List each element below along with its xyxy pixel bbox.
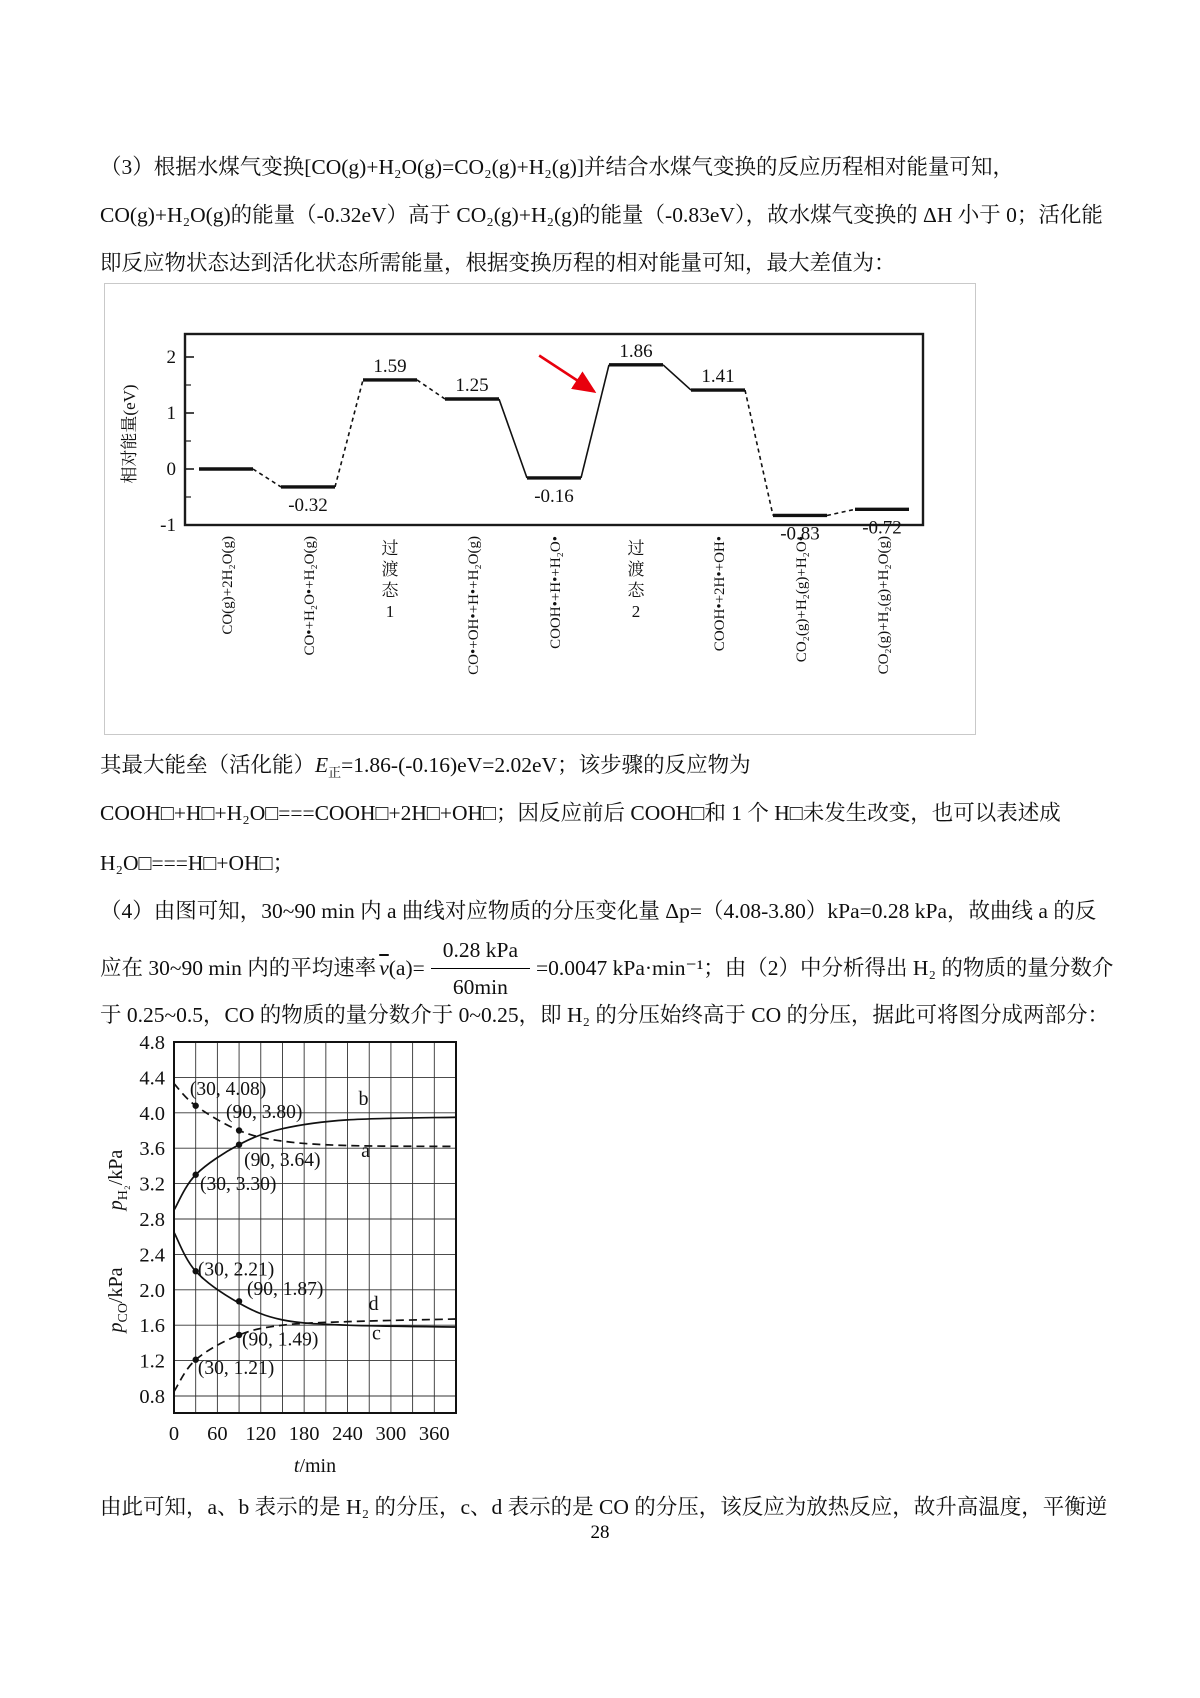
svg-text:(90, 1.49): (90, 1.49) (241, 1329, 319, 1351)
svg-text:-0.16: -0.16 (534, 485, 574, 507)
svg-text:(90, 3.80): (90, 3.80) (226, 1102, 303, 1124)
svg-text:0.8: 0.8 (139, 1386, 165, 1408)
rate-args: (a)= (388, 956, 425, 980)
x-axis-title: t/min (293, 1455, 337, 1477)
paragraph-4-line-1: （4）由图可知，30~90 min 内 a 曲线对应物质的分压变化量 Δp=（4.08-3.80）kPa=0.28 kPa，故曲线 a 的反 (100, 899, 1097, 923)
barrier-E-symbol: E (315, 753, 329, 777)
svg-text:1: 1 (166, 403, 176, 424)
svg-text:COOH•+2H•+OH•: COOH•+2H•+OH• (712, 536, 728, 652)
svg-text:-0.72: -0.72 (862, 517, 902, 539)
svg-text:过渡态2: 过渡态 2 (627, 539, 645, 621)
svg-text:-0.32: -0.32 (288, 494, 328, 516)
svg-text:240: 240 (332, 1423, 363, 1445)
fraction (431, 935, 530, 1002)
barrier-prefix: 其最大能垒（活化能） (100, 753, 316, 777)
svg-text:180: 180 (288, 1423, 320, 1445)
svg-text:4.8: 4.8 (139, 1032, 165, 1054)
conclusion-line: 由此可知，a、b 表示的是 H₂ 的分压，c、d 表示的是 CO 的分压，该反应为放热反应，故升高温度，平衡逆 (100, 1495, 1108, 1519)
pressure-time-chart (95, 1028, 495, 1491)
y-axis-title: 相对能量(eV) (120, 384, 139, 484)
equation-line-1: COOH□+H□+H₂O□===COOH□+2H□+OH□；因反应前后 COOH□和 1 个 H□未发生改变，也可以表述成 (100, 801, 1061, 825)
svg-text:4.0: 4.0 (139, 1102, 165, 1125)
y-axis-title-h2: $p_{H_2}$/kPa (105, 1149, 131, 1211)
svg-text:CO•+OH•+H•+H₂O(g): CO•+OH•+H•+H₂O(g) (466, 536, 482, 675)
v-bar-symbol: $\overline{v}$ (379, 956, 389, 980)
svg-text:1.41: 1.41 (701, 366, 735, 388)
svg-text:b: b (358, 1087, 369, 1110)
svg-text:3.6: 3.6 (139, 1138, 165, 1161)
energy-diagram-chart (105, 284, 975, 739)
energy-profile-svg (105, 284, 975, 734)
energy-diagram-figure (104, 283, 976, 735)
rate-suffix: =0.0047 kPa·min⁻¹；由（2）中分析得出 H₂ 的物质的量分数介 (536, 956, 1114, 980)
svg-text:(90, 1.87): (90, 1.87) (247, 1279, 324, 1301)
paragraph-3-line-3: 即反应物状态达到活化状态所需能量，根据变换历程的相对能量可知，最大差值为： (100, 251, 896, 275)
svg-text:c: c (372, 1322, 381, 1345)
svg-text:a: a (361, 1140, 371, 1163)
svg-text:2.4: 2.4 (139, 1244, 165, 1267)
svg-text:CO•+H₂O•+H₂O(g): CO•+H₂O•+H₂O(g) (302, 536, 318, 656)
svg-text:(30, 2.21): (30, 2.21) (197, 1259, 275, 1281)
svg-text:300: 300 (375, 1423, 407, 1445)
svg-text:0: 0 (166, 459, 176, 480)
svg-text:60: 60 (207, 1423, 228, 1445)
paragraph-3-line-1: （3）根据水煤气变换[CO(g)+H₂O(g)=CO₂(g)+H₂(g)]并结合水煤气变换的反应历程相对能量可知， (100, 155, 1015, 179)
svg-text:CO(g)+2H₂O(g): CO(g)+2H₂O(g) (220, 536, 236, 635)
svg-text:2.8: 2.8 (139, 1209, 165, 1231)
equation-line-2: H₂O□===H□+OH□； (100, 851, 295, 875)
y-axis-title-co: $p_{CO}$/kPa (105, 1267, 131, 1333)
svg-text:-0.83: -0.83 (780, 523, 820, 545)
svg-text:1.2: 1.2 (139, 1350, 165, 1373)
barrier-line (100, 750, 1120, 788)
svg-text:过渡态1: 过渡态 1 (381, 539, 399, 621)
red-annotation-arrow (539, 356, 594, 392)
svg-text:360: 360 (418, 1423, 450, 1445)
svg-text:4.4: 4.4 (139, 1067, 165, 1090)
svg-text:2: 2 (166, 347, 176, 368)
svg-text:1.59: 1.59 (373, 355, 407, 377)
fraction-denominator: 60min (452, 974, 508, 999)
svg-text:2.0: 2.0 (139, 1279, 165, 1302)
paragraph-3-line-2: CO(g)+H₂O(g)的能量（-0.32eV）高于 CO₂(g)+H₂(g)的能量（-0.83eV），故水煤气变换的 ΔH 小于 0；活化能 (100, 203, 1103, 227)
svg-text:1.25: 1.25 (455, 375, 489, 396)
paragraph-4-line-3: 于 0.25~0.5，CO 的物质的量分数介于 0~0.25，即 H₂ 的分压始终高于 CO 的分压，据此可将图分成两部分： (100, 1003, 1110, 1027)
svg-text:(90, 3.64): (90, 3.64) (244, 1149, 321, 1171)
svg-text:-1: -1 (160, 515, 176, 536)
svg-text:(30, 4.08): (30, 4.08) (189, 1079, 267, 1101)
rate-prefix: 应在 30~90 min 内的平均速率 (100, 956, 377, 980)
svg-text:CO₂(g)+H₂(g)+H₂O(g): CO₂(g)+H₂(g)+H₂O(g) (876, 536, 892, 675)
barrier-rest: =1.86-(-0.16)eV=2.02eV；该步骤的反应物为 (341, 753, 751, 777)
svg-text:3.2: 3.2 (139, 1173, 165, 1196)
svg-text:1.86: 1.86 (619, 340, 653, 362)
svg-text:1.6: 1.6 (139, 1315, 165, 1338)
svg-text:(30, 1.21): (30, 1.21) (197, 1357, 275, 1379)
page-number: 28 (590, 1522, 610, 1543)
svg-text:COOH•+H•+H₂O•: COOH•+H•+H₂O• (548, 536, 564, 649)
fraction-numerator: 0.28 kPa (431, 935, 530, 969)
barrier-E-subscript: 正 (328, 765, 342, 780)
svg-text:120: 120 (245, 1423, 277, 1445)
svg-text:(30, 3.30): (30, 3.30) (200, 1173, 277, 1195)
pressure-time-figure (95, 1028, 495, 1488)
svg-text:d: d (368, 1293, 379, 1316)
rate-formula-line (100, 933, 1120, 1003)
pressure-time-svg (95, 1028, 495, 1486)
svg-text:0: 0 (168, 1423, 180, 1445)
svg-text:CO₂(g)+H₂(g)+H₂O•: CO₂(g)+H₂(g)+H₂O• (794, 536, 810, 663)
